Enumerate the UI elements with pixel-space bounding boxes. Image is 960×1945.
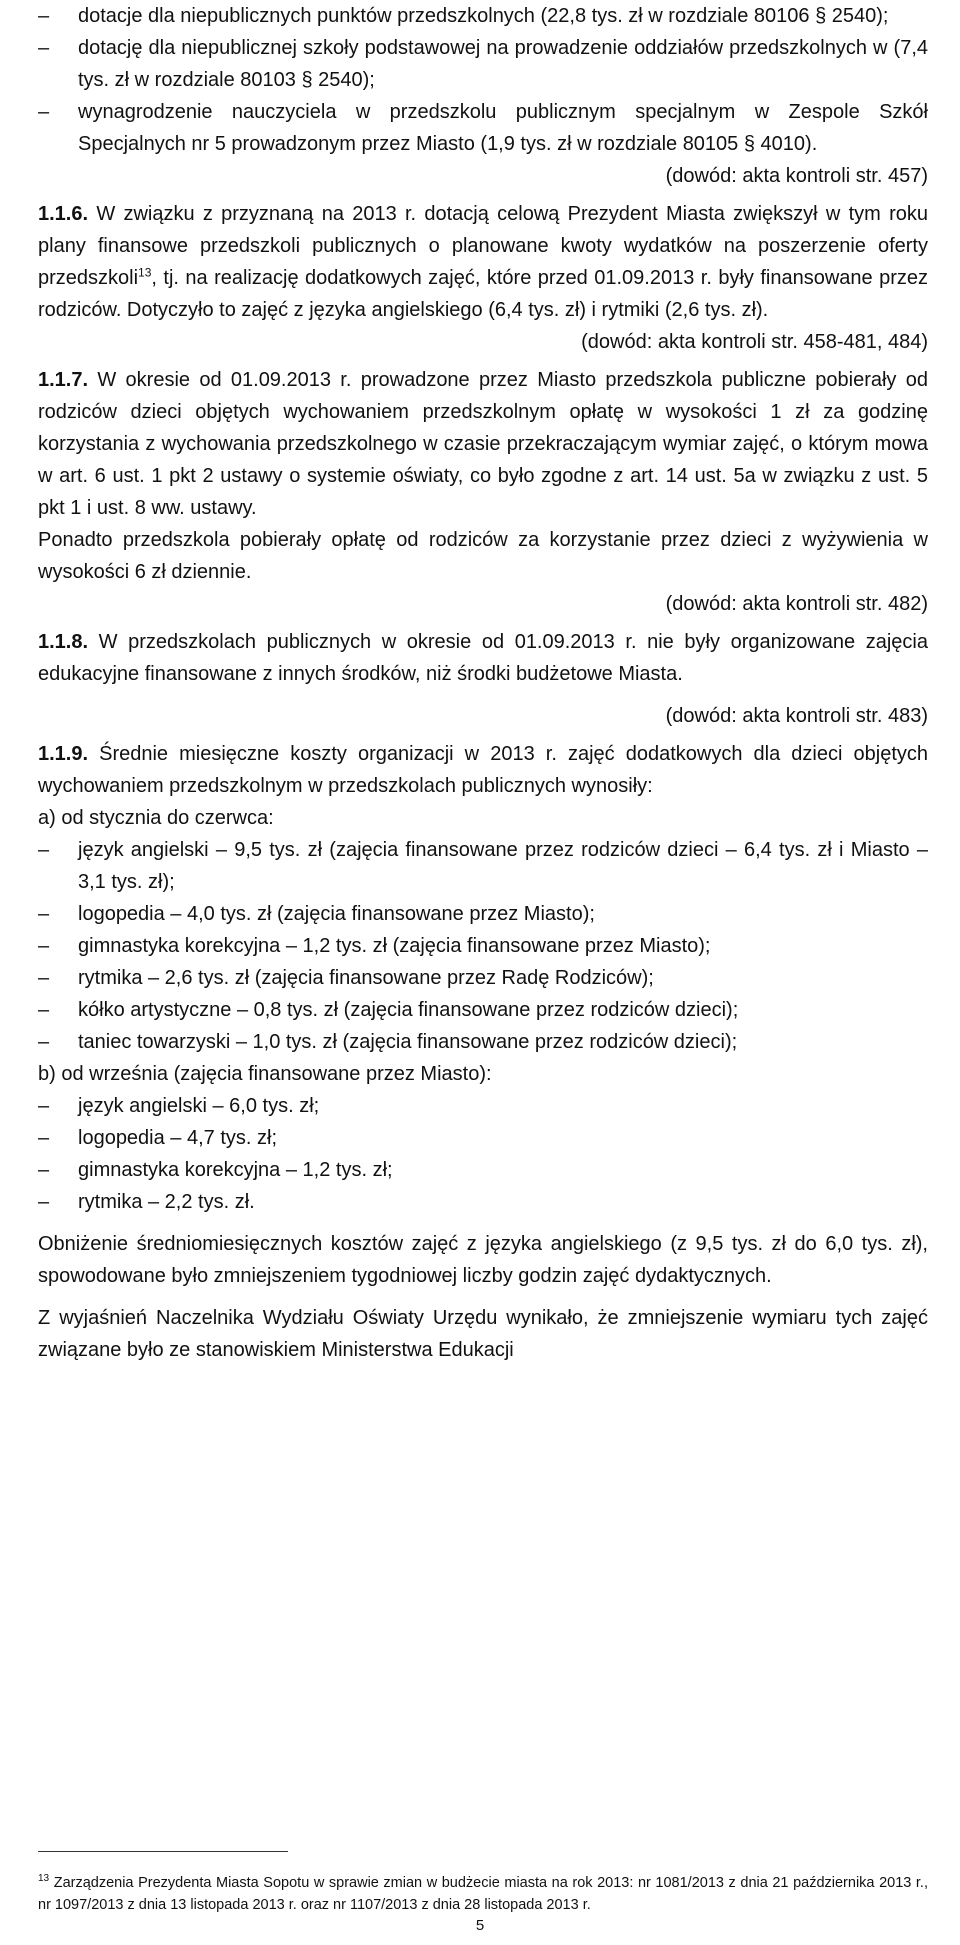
list-item-text: rytmika – 2,2 tys. zł. bbox=[78, 1191, 255, 1213]
dash-marker: – bbox=[38, 101, 50, 123]
list-item bbox=[38, 1090, 928, 1122]
section-number: 1.1.6. bbox=[38, 203, 89, 225]
footnote-ref: 13 bbox=[138, 265, 152, 280]
evidence-reference: (dowód: akta kontroli str. 457) bbox=[665, 165, 928, 187]
dash-marker: – bbox=[38, 999, 50, 1021]
bullet-item bbox=[38, 32, 928, 96]
bullet-text: dotacje dla niepublicznych punktów przedszkolnych (22,8 tys. zł w rozdziale 80106 § 2540); bbox=[78, 5, 889, 27]
dash-marker: – bbox=[38, 1159, 50, 1181]
list-item bbox=[38, 930, 928, 962]
cost-list-b bbox=[38, 1090, 928, 1218]
list-label-b: b) od września (zajęcia finansowane przez Miasto): bbox=[38, 1063, 492, 1085]
bullet-item bbox=[38, 0, 928, 32]
section-number: 1.1.7. bbox=[38, 369, 89, 391]
section-text: W związku z przyznaną na 2013 r. dotacją celową Prezydent Miasta zwiększył w tym roku plany finansowe przedszkoli publicznych o planowane kwoty wydatków na poszerzenie oferty przedszkoli bbox=[38, 203, 928, 289]
section-number: 1.1.9. bbox=[38, 743, 89, 765]
section-1-1-6 bbox=[38, 198, 928, 326]
section-1-1-9 bbox=[38, 738, 928, 802]
footnote-number: 13 bbox=[38, 1872, 50, 1884]
section-1-1-7 bbox=[38, 364, 928, 524]
list-item bbox=[38, 962, 928, 994]
dash-marker: – bbox=[38, 903, 50, 925]
footnote-text: Zarządzenia Prezydenta Miasta Sopotu w sprawie zmian w budżecie miasta na rok 2013: nr 1081/2013 z dnia 21 października 2013 r., nr 1097/2013 z dnia 13 listopada 2013 r. oraz nr 1107/2013 z dnia 28 listopada 2013 r. bbox=[38, 1874, 928, 1913]
section-1-1-8 bbox=[38, 626, 928, 690]
list-item-text: język angielski – 6,0 tys. zł; bbox=[78, 1095, 320, 1117]
paragraph: Obniżenie średniomiesięcznych kosztów zajęć z języka angielskiego (z 9,5 tys. zł do 6,0 tys. zł), spowodowane było zmniejszeniem tygodniowej liczby godzin zajęć dydaktycznych. bbox=[38, 1233, 928, 1287]
section-text: Średnie miesięczne koszty organizacji w 2013 r. zajęć dodatkowych dla dzieci objętych wychowaniem przedszkolnym w przedszkolach publicznych wynosiły: bbox=[38, 743, 928, 797]
section-text: W przedszkolach publicznych w okresie od 01.09.2013 r. nie były organizowane zajęcia edukacyjne finansowane z innych środków, niż środki budżetowe Miasta. bbox=[38, 631, 928, 685]
list-item bbox=[38, 1186, 928, 1218]
list-item-text: logopedia – 4,7 tys. zł; bbox=[78, 1127, 278, 1149]
paragraph: Ponadto przedszkola pobierały opłatę od rodziców za korzystanie przez dzieci z wyżywienia w wysokości 6 zł dziennie. bbox=[38, 529, 928, 583]
bullet-text: dotację dla niepublicznej szkoły podstawowej na prowadzenie oddziałów przedszkolnych w (7,4 tys. zł w rozdziale 80103 § 2540); bbox=[78, 37, 928, 91]
list-item bbox=[38, 834, 928, 898]
bullet-item bbox=[38, 96, 928, 160]
cost-list-a bbox=[38, 834, 928, 1058]
page-number: 5 bbox=[475, 1917, 485, 1934]
list-item-text: kółko artystyczne – 0,8 tys. zł (zajęcia finansowane przez rodziców dzieci); bbox=[78, 999, 739, 1021]
list-item bbox=[38, 1154, 928, 1186]
list-item-text: logopedia – 4,0 tys. zł (zajęcia finansowane przez Miasto); bbox=[78, 903, 595, 925]
section-text: , tj. na realizację dodatkowych zajęć, które przed 01.09.2013 r. były finansowane przez rodziców. Dotyczyło to zajęć z języka angielskiego (6,4 tys. zł) i rytmiki (2,6 tys. zł). bbox=[38, 267, 928, 321]
dash-marker: – bbox=[38, 5, 50, 27]
list-item bbox=[38, 994, 928, 1026]
section-text: W okresie od 01.09.2013 r. prowadzone przez Miasto przedszkola publiczne pobierały od rodziców dzieci objętych wychowaniem przedszkolnym opłatę w wysokości 1 zł za godzinę korzystania z wychowania przedszkolnego w czasie przekraczającym wymiar zajęć, o którym mowa w art. 6 ust. 1 pkt 2 ustawy o systemie oświaty, co było zgodne z art. 14 ust. 5a w związku z ust. 5 pkt 1 i ust. 8 ww. ustawy. bbox=[38, 369, 928, 519]
dash-marker: – bbox=[38, 1127, 50, 1149]
evidence-reference: (dowód: akta kontroli str. 483) bbox=[665, 705, 928, 727]
dash-marker: – bbox=[38, 1095, 50, 1117]
list-item-text: taniec towarzyski – 1,0 tys. zł (zajęcia finansowane przez rodziców dzieci); bbox=[78, 1031, 738, 1053]
dash-marker: – bbox=[38, 935, 50, 957]
dash-marker: – bbox=[38, 1031, 50, 1053]
list-item bbox=[38, 898, 928, 930]
top-bullet-list bbox=[38, 0, 928, 160]
section-number: 1.1.8. bbox=[38, 631, 89, 653]
dash-marker: – bbox=[38, 839, 50, 861]
bullet-text: wynagrodzenie nauczyciela w przedszkolu publicznym specjalnym w Zespole Szkół Specjalnych nr 5 prowadzonym przez Miasto (1,9 tys. zł w rozdziale 80105 § 4010). bbox=[78, 101, 928, 155]
footnote bbox=[38, 1872, 928, 1916]
list-item-text: gimnastyka korekcyjna – 1,2 tys. zł; bbox=[78, 1159, 393, 1181]
evidence-reference: (dowód: akta kontroli str. 458-481, 484) bbox=[581, 331, 928, 353]
footnote-separator bbox=[38, 1851, 288, 1852]
dash-marker: – bbox=[38, 37, 50, 59]
paragraph: Z wyjaśnień Naczelnika Wydziału Oświaty Urzędu wynikało, że zmniejszenie wymiaru tych zajęć związane było ze stanowiskiem Ministerstwa Edukacji bbox=[38, 1307, 928, 1361]
list-label-a: a) od stycznia do czerwca: bbox=[38, 807, 274, 829]
list-item-text: rytmika – 2,6 tys. zł (zajęcia finansowane przez Radę Rodziców); bbox=[78, 967, 654, 989]
list-item bbox=[38, 1026, 928, 1058]
list-item-text: gimnastyka korekcyjna – 1,2 tys. zł (zajęcia finansowane przez Miasto); bbox=[78, 935, 711, 957]
dash-marker: – bbox=[38, 1191, 50, 1213]
evidence-reference: (dowód: akta kontroli str. 482) bbox=[665, 593, 928, 615]
list-item-text: język angielski – 9,5 tys. zł (zajęcia finansowane przez rodziców dzieci – 6,4 tys. zł i Miasto – 3,1 tys. zł); bbox=[78, 839, 928, 893]
list-item bbox=[38, 1122, 928, 1154]
dash-marker: – bbox=[38, 967, 50, 989]
